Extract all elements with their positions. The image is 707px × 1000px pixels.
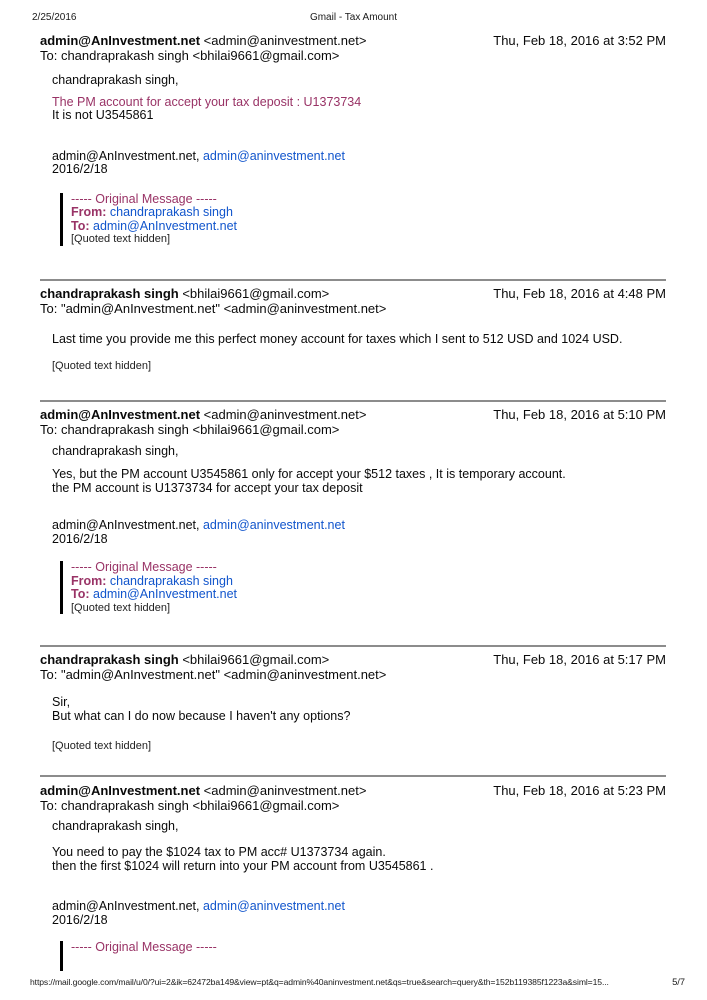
quote-from-line <box>71 575 707 589</box>
body-line: Yes, but the PM account U3545861 only for accept your $512 taxes , It is temporary account. <box>52 467 566 481</box>
body-line: It is not U3545861 <box>52 108 154 122</box>
message-divider <box>40 279 666 281</box>
to-line: To: chandraprakash singh <bhilai9661@gmail.com> <box>40 797 340 813</box>
greeting-line: chandraprakash singh, <box>52 73 179 87</box>
quoted-text-hidden: [Quoted text hidden] <box>52 360 152 372</box>
message-card <box>0 407 707 615</box>
message-divider <box>40 645 666 647</box>
quoted-text-hidden: [Quoted text hidden] <box>71 601 171 614</box>
sender-email: <admin@aninvestment.net> <box>203 33 367 48</box>
quote-from-link[interactable]: chandraprakash singh <box>109 205 233 219</box>
to-line: To: chandraprakash singh <bhilai9661@gmail.com> <box>40 48 340 63</box>
message-card <box>0 33 707 246</box>
footer-url: https://mail.google.com/mail/u/0/?ui=2&ik=62472ba149&view=pt&q=admin%40aninvestment.net&qs=true&search=query&th=152b119385f1223a&siml=15... <box>30 977 609 987</box>
quote-to-line <box>71 588 707 602</box>
body-line: then the first $1024 will return into your PM account from U3545861 . <box>52 858 434 873</box>
quote-to-link[interactable]: admin@AnInvestment.net <box>93 218 238 233</box>
from-line <box>40 783 366 798</box>
body-line: You need to pay the $1024 tax to PM acc# U1373734 again. <box>52 845 386 859</box>
signature-email-link[interactable]: admin@aninvestment.net <box>202 899 345 913</box>
from-line <box>40 286 329 301</box>
from-label: From: <box>71 205 107 219</box>
quoted-message-block <box>60 941 707 971</box>
quoted-message-block <box>60 193 707 246</box>
signature-plain: admin@AnInvestment.net, <box>52 148 200 163</box>
message-date: Thu, Feb 18, 2016 at 5:10 PM <box>493 406 666 422</box>
original-message-header: ----- Original Message ----- <box>71 940 217 954</box>
quoted-message-block <box>60 561 707 614</box>
message-date: Thu, Feb 18, 2016 at 4:48 PM <box>493 285 666 301</box>
quote-to-line <box>71 220 707 234</box>
signature-date: 2016/2/18 <box>52 162 108 176</box>
message-card <box>0 783 707 971</box>
from-line <box>40 652 329 667</box>
original-message-header: ----- Original Message ----- <box>71 560 217 574</box>
from-line <box>40 33 366 48</box>
signature-line <box>52 150 707 164</box>
body-line: Sir, <box>52 695 71 709</box>
sender-email: <bhilai9661@gmail.com> <box>182 652 330 667</box>
original-message-header: ----- Original Message ----- <box>71 191 217 206</box>
message-date: Thu, Feb 18, 2016 at 3:52 PM <box>493 33 666 48</box>
print-footer <box>30 977 685 988</box>
message-date: Thu, Feb 18, 2016 at 5:23 PM <box>493 782 666 798</box>
to-line: To: "admin@AnInvestment.net" <admin@aninvestment.net> <box>40 300 387 316</box>
signature-date: 2016/2/18 <box>52 531 108 546</box>
from-line <box>40 407 366 422</box>
sender-name: admin@AnInvestment.net <box>40 782 201 798</box>
signature-line <box>52 900 707 914</box>
sender-email: <admin@aninvestment.net> <box>203 406 367 422</box>
sender-name: chandraprakash singh <box>40 285 179 301</box>
message-divider <box>40 775 666 777</box>
page-number: 5/7 <box>672 977 685 988</box>
body-line: the PM account is U1373734 for accept your tax deposit <box>52 480 363 495</box>
greeting-line: chandraprakash singh, <box>52 443 179 458</box>
quoted-text-hidden: [Quoted text hidden] <box>52 740 152 752</box>
signature-line <box>52 519 707 533</box>
body-highlight-line: The PM account for accept your tax deposit : U1373734 <box>52 94 362 109</box>
from-label: From: <box>71 573 107 588</box>
sender-email: <admin@aninvestment.net> <box>203 782 367 798</box>
signature-email-link[interactable]: admin@aninvestment.net <box>202 148 345 163</box>
body-line: But what can I do now because I haven't any options? <box>52 708 351 723</box>
message-date: Thu, Feb 18, 2016 at 5:17 PM <box>493 652 666 667</box>
message-card <box>0 652 707 753</box>
message-divider <box>40 400 666 402</box>
printed-date: 2/25/2016 <box>32 12 77 23</box>
to-line: To: "admin@AnInvestment.net" <admin@aninvestment.net> <box>40 667 387 682</box>
body-line: Last time you provide me this perfect money account for taxes which I sent to 512 USD and 1024 USD. <box>52 331 623 346</box>
quote-from-line <box>71 206 707 220</box>
to-label: To: <box>71 587 90 601</box>
doc-title: Gmail - Tax Amount <box>309 12 398 23</box>
signature-email-link[interactable]: admin@aninvestment.net <box>202 518 345 532</box>
sender-email: <bhilai9661@gmail.com> <box>182 285 330 301</box>
quote-from-link[interactable]: chandraprakash singh <box>109 573 233 588</box>
greeting-line: chandraprakash singh, <box>52 818 179 833</box>
signature-plain: admin@AnInvestment.net, <box>52 518 200 532</box>
sender-name: admin@AnInvestment.net <box>40 33 201 48</box>
to-line: To: chandraprakash singh <bhilai9661@gmail.com> <box>40 421 340 437</box>
quoted-text-hidden: [Quoted text hidden] <box>71 233 171 245</box>
to-label: To: <box>71 218 90 233</box>
sender-name: chandraprakash singh <box>40 652 179 667</box>
signature-plain: admin@AnInvestment.net, <box>52 899 200 913</box>
sender-name: admin@AnInvestment.net <box>40 406 201 422</box>
signature-date: 2016/2/18 <box>52 912 108 927</box>
message-card <box>0 286 707 373</box>
print-header <box>32 0 675 24</box>
quote-to-link[interactable]: admin@AnInvestment.net <box>93 587 238 601</box>
